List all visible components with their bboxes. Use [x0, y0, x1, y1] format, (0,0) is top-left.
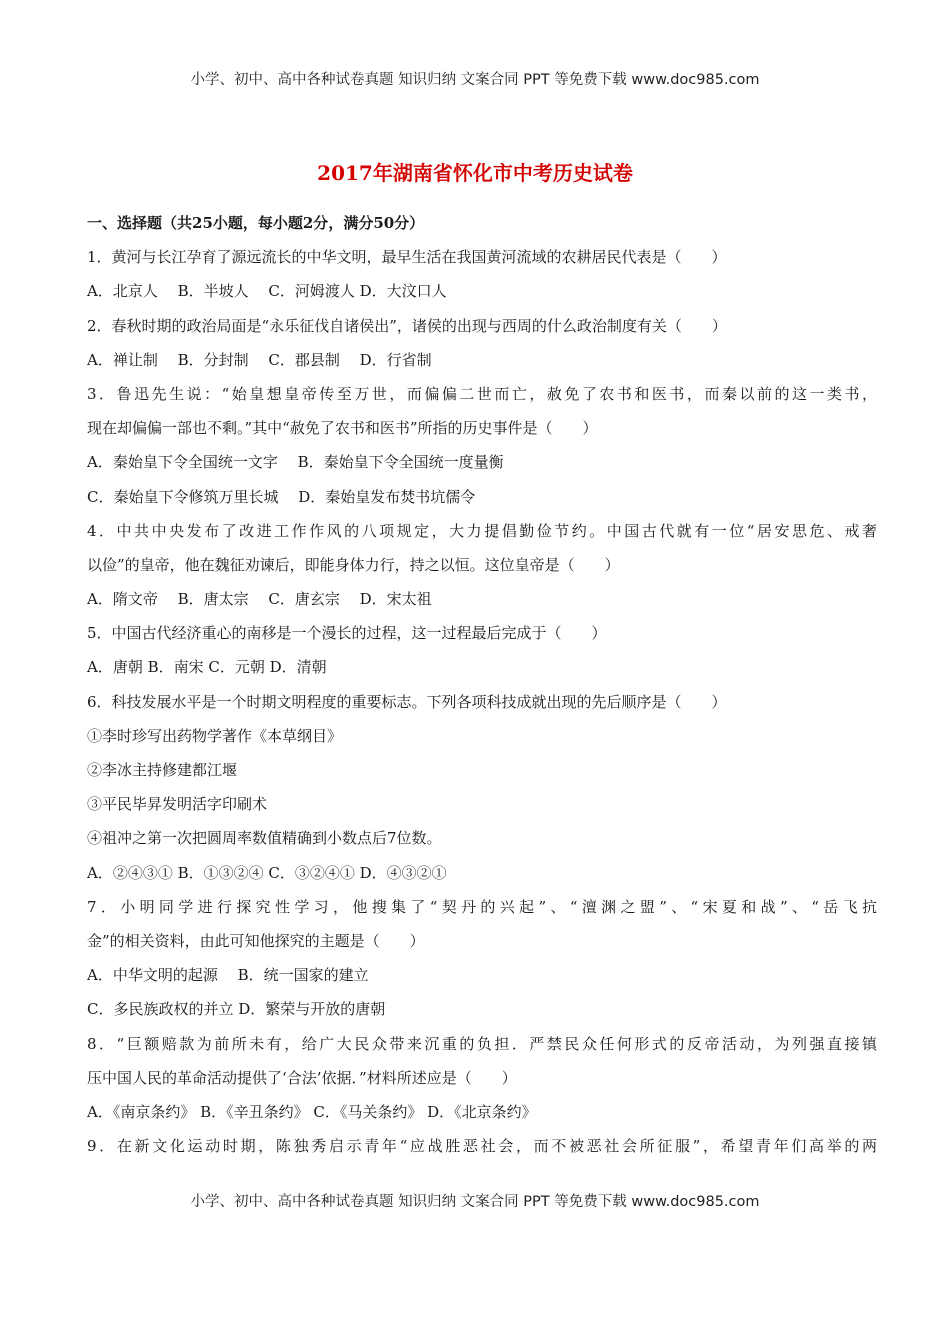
text-line: 3．鲁迅先生说：“始皇想皇帝传至万世，而偏偏二世而亡，赦免了农书和医书，而秦以前的这一类书，	[87, 384, 877, 403]
text-line: 2．春秋时期的政治局面是“永乐征伐自诸侯出”，诸侯的出现与西周的什么政治制度有关（ ）	[87, 316, 727, 335]
text-line: ①李时珍写出药物学著作《本草纲目》	[87, 726, 343, 745]
exam-content	[87, 206, 877, 1163]
text-line: 现在却偏偏一部也不剩。”其中“赦免了农书和医书”所指的历史事件是（ ）	[87, 419, 598, 438]
text-line: 5．中国古代经济重心的南移是一个漫长的过程，这一过程最后完成于（ ）	[87, 624, 607, 643]
section-heading: 一、选择题（共25小题，每小题2分，满分50分）	[87, 214, 425, 232]
text-line: A．秦始皇下令全国统一文字 B．秦始皇下令全国统一度量衡	[87, 453, 504, 472]
text-line: 9．在新文化运动时期，陈独秀启示青年“应战胜恶社会，而不被恶社会所征服”，希望青年们高举的两	[87, 1137, 877, 1156]
page-header: 小学、初中、高中各种试卷真题 知识归纳 文案合同 PPT 等免费下载 www.doc985.com	[190, 72, 760, 88]
text-line: 4．中共中央发布了改进工作作风的八项规定，大力提倡勤俭节约。中国古代就有一位“居安思危、戒奢	[87, 521, 877, 540]
text-line: A．北京人 B．半坡人 C．河姆渡人 D．大汶口人	[87, 282, 447, 301]
text-line: 以俭”的皇帝，他在魏征劝谏后，即能身体力行，持之以恒。这位皇帝是（ ）	[87, 555, 620, 574]
text-line: ④祖冲之第一次把圆周率数值精确到小数点后7位数。	[87, 829, 442, 848]
page-footer: 小学、初中、高中各种试卷真题 知识归纳 文案合同 PPT 等免费下载 www.doc985.com	[190, 1194, 760, 1210]
text-line: A．中华文明的起源 B．统一国家的建立	[87, 966, 369, 985]
text-line: 8．“巨额赔款为前所未有，给广大民众带来沉重的负担．严禁民众任何形式的反帝活动，为列强直接镇	[87, 1034, 877, 1053]
text-line: 金”的相关资料，由此可知他探究的主题是（ ）	[87, 931, 425, 950]
text-line: 1．黄河与长江孕育了源远流长的中华文明，最早生活在我国黄河流域的农耕居民代表是（ ）	[87, 248, 727, 267]
exam-title: 2017年湖南省怀化市中考历史试卷	[317, 161, 633, 185]
text-line: 7．小明同学进行探究性学习，他搜集了“契丹的兴起”、“澶渊之盟”、“宋夏和战”、“岳飞抗	[87, 897, 877, 916]
text-line: C．多民族政权的并立 D．繁荣与开放的唐朝	[87, 1000, 386, 1019]
text-line: C．秦始皇下令修筑万里长城 D．秦始皇发布焚书坑儒令	[87, 487, 476, 506]
text-line: A．《南京条约》 B．《辛丑条约》 C．《马关条约》 D．《北京条约》	[87, 1102, 537, 1121]
question-lines	[87, 240, 877, 1163]
text-line: A．禅让制 B．分封制 C．郡县制 D．行省制	[87, 350, 432, 369]
text-line: A．唐朝 B．南宋 C．元朝 D．清朝	[87, 658, 327, 677]
text-line: 6．科技发展水平是一个时期文明程度的重要标志。下列各项科技成就出现的先后顺序是（ ）	[87, 692, 727, 711]
text-line: A．隋文帝 B．唐太宗 C．唐玄宗 D．宋太祖	[87, 590, 432, 609]
text-line: A．②④③① B．①③②④ C．③②④① D．④③②①	[87, 863, 447, 882]
text-line: ③平民毕昇发明活字印刷术	[87, 795, 268, 814]
text-line: ②李冰主持修建都江堰	[87, 761, 238, 779]
text-line: 压中国人民的革命活动提供了‘合法’依据．”材料所述应是（ ）	[87, 1068, 517, 1087]
